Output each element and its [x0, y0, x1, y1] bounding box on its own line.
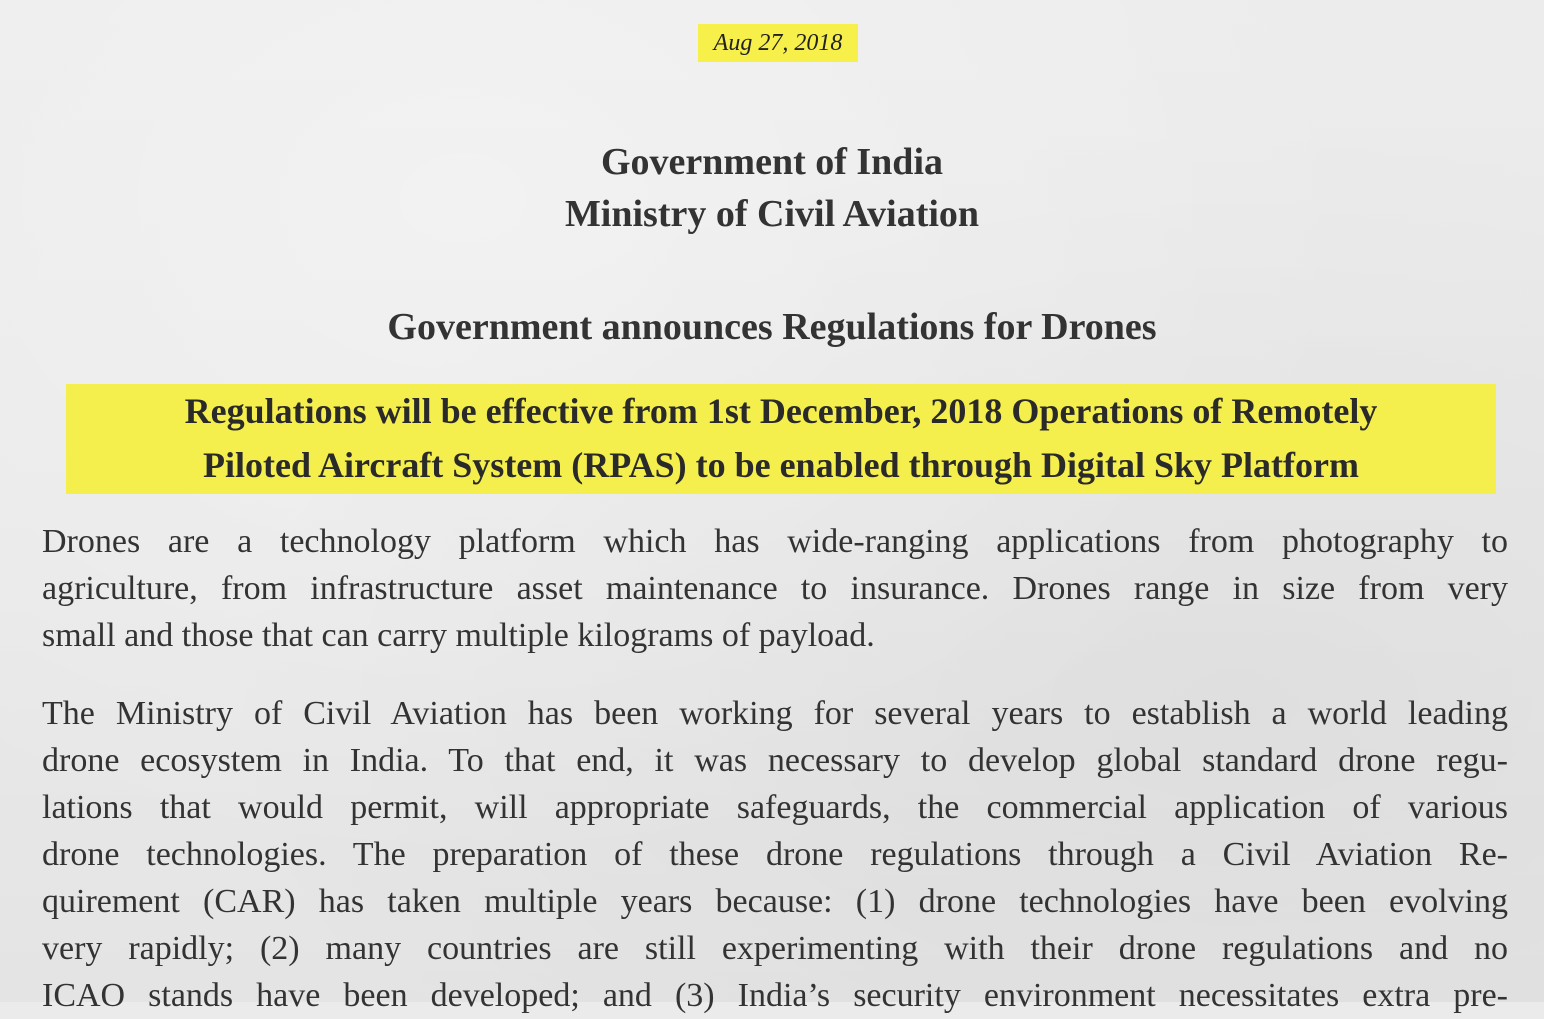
paragraph-2-line: lations that would permit, will appropriate safeguards, the commercial application of various	[42, 789, 1508, 826]
paragraph-1-line: Drones are a technology platform which has wide-ranging applications from photography to	[42, 523, 1508, 560]
paragraph-2-line: drone ecosystem in India. To that end, it was necessary to develop global standard drone regu-	[42, 742, 1508, 779]
paragraph-2-line: The Ministry of Civil Aviation has been working for several years to establish a world leading	[42, 695, 1508, 732]
page-title: Government announces Regulations for Drones	[387, 306, 1157, 348]
paragraph-1-line: agriculture, from infrastructure asset maintenance to insurance. Drones range in size from very	[42, 570, 1508, 607]
highlight-line-1: Regulations will be effective from 1st December, 2018 Operations of Remotely	[184, 391, 1378, 431]
paragraph-2-line: ICAO stands have been developed; and (3) India’s security environment necessitates extra pre-	[42, 977, 1508, 1014]
paragraph-2-line: quirement (CAR) has taken multiple years because: (1) drone technologies have been evolving	[42, 883, 1508, 920]
highlighted-subheading	[66, 384, 1496, 494]
issuer-line-ministry: Ministry of Civil Aviation	[564, 193, 980, 235]
paragraph-2-line: drone technologies. The preparation of these drone regulations through a Civil Aviation Re-	[42, 836, 1508, 873]
date-highlight: Aug 27, 2018	[698, 24, 858, 62]
issuer-heading	[0, 136, 1544, 240]
paragraph-2	[42, 690, 1508, 1019]
paragraph-2-line: very rapidly; (2) many countries are still experimenting with their drone regulations and no	[42, 930, 1508, 967]
paragraph-1-line: small and those that can carry multiple kilograms of payload.	[42, 617, 875, 654]
paragraph-1	[42, 518, 1508, 659]
issuer-line-government: Government of India	[601, 141, 943, 183]
highlight-line-2: Piloted Aircraft System (RPAS) to be enabled through Digital Sky Platform	[203, 445, 1359, 485]
